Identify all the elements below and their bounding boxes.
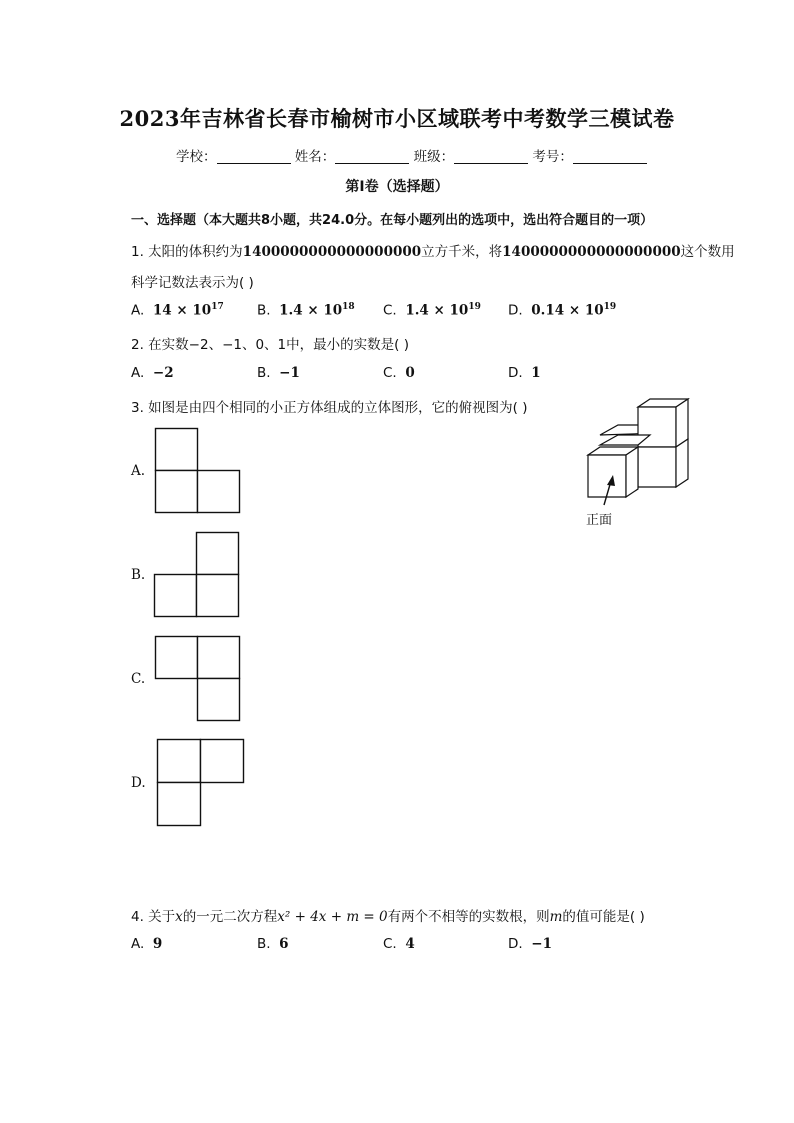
option-value: 4 bbox=[405, 936, 415, 952]
option-value: 1.4 × 10 bbox=[279, 302, 343, 319]
option-value: 0.14 × 10 bbox=[531, 302, 604, 319]
section-heading: 第I卷（选择题） bbox=[345, 179, 449, 195]
grid-square bbox=[198, 679, 240, 721]
q1-text-b: 立方千米，将 bbox=[421, 244, 503, 260]
q1-number-1: 1400000000000000000 bbox=[242, 244, 422, 260]
q4-equation: x² + 4x + m = 0 bbox=[277, 909, 388, 925]
q3-option-a-figure[interactable] bbox=[155, 428, 241, 514]
question-1-line-1 bbox=[131, 240, 735, 260]
q1-text-a: 1. 太阳的体积约为 bbox=[131, 244, 243, 260]
q3-option-c-label[interactable]: C. bbox=[131, 671, 146, 687]
question-4 bbox=[131, 905, 645, 925]
school-label: 学校： bbox=[176, 149, 217, 165]
student-info bbox=[176, 145, 647, 165]
q3-option-d-figure[interactable] bbox=[157, 739, 245, 827]
name-blank[interactable] bbox=[335, 149, 409, 164]
part-heading: 一、选择题（本大题共8小题，共24.0分。在每小题列出的选项中，选出符合题目的一项） bbox=[131, 213, 654, 228]
option-value: −2 bbox=[152, 365, 174, 381]
exam-no-blank[interactable] bbox=[573, 149, 647, 164]
grid-square bbox=[158, 740, 201, 783]
grid-square bbox=[156, 429, 198, 471]
option-label: A. bbox=[131, 936, 145, 952]
q1-option-c[interactable] bbox=[383, 302, 481, 319]
option-label: C. bbox=[383, 936, 397, 952]
q4-option-b[interactable] bbox=[257, 936, 289, 952]
grid-square bbox=[156, 637, 198, 679]
option-value: 14 × 10 bbox=[152, 302, 212, 319]
option-value: 9 bbox=[152, 936, 163, 952]
q3-option-d-label[interactable]: D. bbox=[131, 775, 146, 791]
q1-number-2: 1400000000000000000 bbox=[502, 244, 681, 260]
front-cube-side bbox=[626, 447, 638, 497]
grid-square bbox=[198, 471, 240, 513]
q4-text-b: 的一元二次方程 bbox=[182, 909, 278, 925]
option-exponent: 19 bbox=[468, 302, 481, 312]
q4-text-a: 4. 关于 bbox=[131, 909, 176, 925]
q2-option-b[interactable] bbox=[257, 365, 300, 381]
option-label: A. bbox=[131, 365, 145, 381]
grid-square bbox=[197, 533, 239, 575]
question-3: 3. 如图是由四个相同的小正方体组成的立体图形，它的俯视图为( ) bbox=[131, 400, 528, 416]
question-2: 2. 在实数−2、−1、0、1中，最小的实数是( ) bbox=[131, 337, 409, 353]
option-label: B. bbox=[257, 302, 271, 319]
class-label: 班级： bbox=[413, 149, 455, 165]
option-label: A. bbox=[131, 302, 145, 319]
exam-no-label: 考号： bbox=[532, 149, 573, 165]
page-title: 2023年吉林省长春市榆树市小区域联考中考数学三模试卷 bbox=[119, 106, 675, 131]
q1-option-b[interactable] bbox=[257, 302, 355, 319]
grid-square bbox=[156, 471, 198, 513]
q4-option-d[interactable] bbox=[508, 936, 552, 952]
option-label: D. bbox=[508, 936, 523, 952]
q4-var-m: m bbox=[549, 909, 563, 925]
school-blank[interactable] bbox=[217, 149, 291, 164]
front-view-label: 正面 bbox=[586, 513, 613, 528]
q3-option-b-figure[interactable] bbox=[154, 532, 240, 618]
q4-option-a[interactable] bbox=[131, 936, 162, 952]
lower-right-cube-side bbox=[676, 439, 688, 487]
front-cube-front bbox=[588, 455, 626, 497]
option-label: D. bbox=[508, 365, 523, 381]
option-label: C. bbox=[383, 302, 397, 319]
q1-option-d[interactable] bbox=[508, 302, 616, 319]
option-label: B. bbox=[257, 936, 271, 952]
q4-option-c[interactable] bbox=[383, 936, 415, 952]
option-label: D. bbox=[508, 302, 523, 319]
q4-text-c: 有两个不相等的实数根，则 bbox=[387, 909, 550, 925]
q2-option-c[interactable] bbox=[383, 365, 415, 381]
question-1-line-2: 科学记数法表示为( ) bbox=[131, 275, 254, 291]
option-value: 6 bbox=[279, 936, 289, 952]
name-label: 姓名： bbox=[294, 149, 336, 165]
option-label: B. bbox=[257, 365, 271, 381]
lower-right-cube-front bbox=[638, 447, 676, 487]
q2-option-d[interactable] bbox=[508, 365, 541, 381]
option-label: C. bbox=[383, 365, 397, 381]
q2-option-a[interactable] bbox=[131, 365, 174, 381]
q4-var-x: x bbox=[175, 909, 183, 925]
option-value: −1 bbox=[279, 365, 300, 381]
q3-option-c-figure[interactable] bbox=[155, 636, 241, 722]
grid-square bbox=[158, 783, 201, 826]
option-exponent: 19 bbox=[603, 302, 617, 312]
q1-text-c: 这个数用 bbox=[680, 244, 735, 260]
option-exponent: 17 bbox=[211, 302, 224, 312]
q4-text-d: 的值可能是( ) bbox=[562, 909, 645, 925]
class-blank[interactable] bbox=[454, 149, 528, 164]
q1-option-a[interactable] bbox=[131, 302, 224, 319]
option-value: 0 bbox=[405, 365, 415, 381]
grid-square bbox=[201, 740, 244, 783]
option-exponent: 18 bbox=[342, 302, 355, 312]
option-value: −1 bbox=[531, 936, 552, 952]
grid-square bbox=[198, 637, 240, 679]
q3-option-a-label[interactable]: A. bbox=[131, 463, 146, 479]
grid-square bbox=[197, 575, 239, 617]
option-value: 1 bbox=[531, 365, 541, 381]
grid-square bbox=[155, 575, 197, 617]
option-value: 1.4 × 10 bbox=[405, 302, 469, 319]
q3-option-b-label[interactable]: B. bbox=[131, 567, 146, 583]
